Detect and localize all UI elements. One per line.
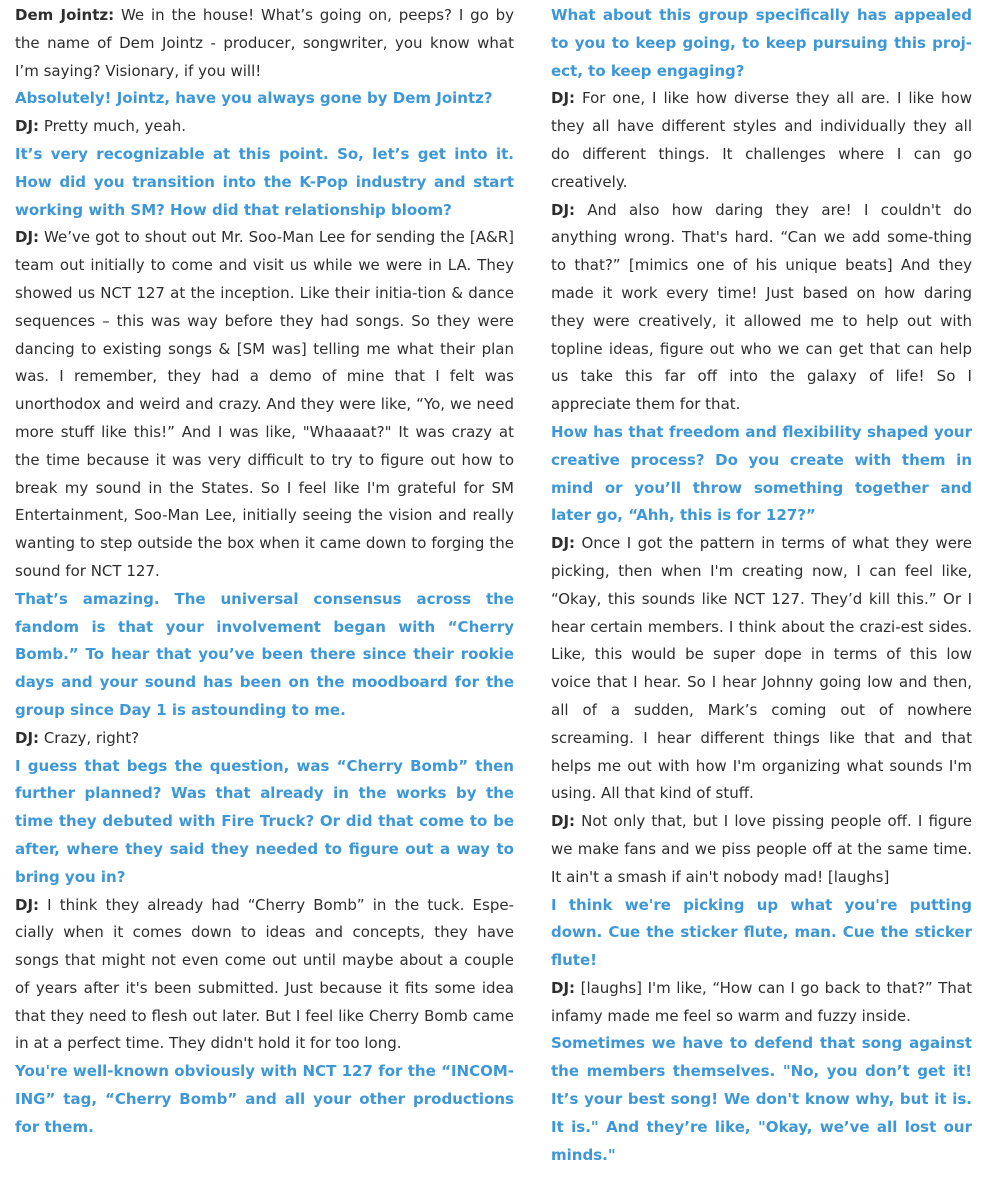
speaker-label: DJ:	[551, 200, 576, 219]
answer-text: Not only that, but I love pissing people off. I figure we make fans and we piss people off at the same time. It ain't a smash if ain't nobody mad! [laughs]	[551, 812, 972, 886]
question-paragraph: Absolutely! Jointz, have you always gone by Dem Jointz?	[15, 89, 493, 108]
speaker-label: DJ:	[551, 978, 576, 997]
question-paragraph: I guess that begs the question, was “Cherry Bomb” then further planned? Was that already in the works by the time they debuted with Fire Truck? Or did that come to be after, where they said they needed to figure out a way to bring you in?	[15, 756, 514, 886]
answer-paragraph	[551, 530, 972, 808]
left-column	[15, 2, 514, 1142]
question-paragraph: How has that freedom and flexibility shaped your creative process? Do you create with them in mind or you’ll throw something together and later go, “Ahh, this is for 127?”	[551, 422, 972, 525]
question-paragraph: Sometimes we have to defend that song against the members themselves. "No, you don’t get it! It’s your best song! We don't know why, but it is. It is." And they’re like, "Okay, we’ve all lost our minds."	[551, 1034, 972, 1164]
answer-text: We’ve got to shout out Mr. Soo-Man Lee for sending the [A&R] team out initially to come and visit us while we were in LA. They showed us NCT 127 at the inception. Like their initia-tion & dance sequences – this was way before they had songs. So they were dancing to existing songs & [SM was] telling me what their plan was. I remember, they had a demo of mine that I felt was unorthodox and weird and crazy. And they were like, “Yo, we need more stuff like this!” And I was like, "Whaaaat?" It was crazy at the time because it was very difficult to try to figure out how to break my sound in the States. So I feel like I'm grateful for SM Entertainment, Soo-Man Lee, initially seeing the vision and really wanting to step outside the box when it came down to forging the sound for NCT 127.	[15, 228, 514, 580]
answer-paragraph	[15, 725, 514, 753]
speaker-label: DJ:	[15, 728, 40, 747]
answer-text: And also how daring they are! I couldn't do anything wrong. That's hard. “Can we add some-thing to that?” [mimics one of his unique beats] And they made it work every time! Just based on how daring they were creatively, it allowed me to help out with topline ideas, figure out who we can get that can help us take this far off into the galaxy of life! So I appreciate them for that.	[551, 200, 972, 414]
question-paragraph: I think we're picking up what you're putting down. Cue the sticker flute, man. Cue the sticker flute!	[551, 895, 972, 970]
answer-text: For one, I like how diverse they all are. I like how they all have different styles and individually they all do different things. It challenges where I can go creatively.	[551, 89, 972, 191]
answer-text: We in the house! What’s going on, peeps? I go by the name of Dem Jointz - producer, songwriter, you know what I’m saying? Visionary, if you will!	[15, 6, 514, 80]
speaker-label: DJ:	[15, 228, 40, 247]
speaker-label: Dem Jointz:	[15, 6, 115, 24]
speaker-label: DJ:	[15, 895, 40, 914]
answer-paragraph	[15, 892, 514, 1059]
answer-text: Pretty much, yeah.	[43, 117, 187, 136]
answer-paragraph	[551, 808, 972, 891]
answer-paragraph	[551, 975, 972, 1031]
speaker-label: DJ:	[551, 812, 576, 831]
right-column	[551, 2, 972, 1169]
answer-paragraph	[15, 2, 514, 85]
answer-paragraph	[15, 113, 514, 141]
speaker-label: DJ:	[551, 89, 576, 108]
speaker-label: DJ:	[15, 117, 40, 136]
question-paragraph: You're well-known obviously with NCT 127 for the “INCOM-ING” tag, “Cherry Bomb” and all your other productions for them.	[15, 1062, 514, 1136]
question-paragraph: That’s amazing. The universal consensus across the fandom is that your involvement began with “Cherry Bomb.” To hear that you’ve been there since their rookie days and your sound has been on the moodboard for the group since Day 1 is astounding to me.	[15, 589, 514, 719]
question-paragraph: It’s very recognizable at this point. So, let’s get into it. How did you transition into the K-Pop industry and start working with SM? How did that relationship bloom?	[15, 144, 514, 219]
answer-text: [laughs] I'm like, “How can I go back to that?” That infamy made me feel so warm and fuzzy inside.	[551, 978, 972, 1025]
answer-paragraph	[15, 224, 514, 585]
speaker-label: DJ:	[551, 534, 576, 553]
answer-text: Crazy, right?	[43, 728, 140, 747]
question-paragraph: What about this group specifically has appealed to you to keep going, to keep pursuing this proj-ect, to keep engaging?	[551, 6, 972, 80]
answer-text: I think they already had “Cherry Bomb” in the tuck. Espe-cially when it comes down to ideas and concepts, they have songs that might not even come out until maybe about a couple of years after it's been submitted. Just because it fits some idea that they need to flesh out later. But I feel like Cherry Bomb came in at a perfect time. They didn't hold it for too long.	[15, 895, 514, 1053]
answer-paragraph	[551, 85, 972, 196]
answer-paragraph	[551, 197, 972, 419]
answer-text: Once I got the pattern in terms of what they were picking, then when I'm creating now, I can feel like, “Okay, this sounds like NCT 127. They’d kill this.” Or I hear certain members. I think about the crazi-est sides. Like, this would be super dope in terms of this low voice that I hear. So I hear Johnny going low and then, all of a sudden, Mark’s coming out of nowhere screaming. I hear different things like that and that helps me out with how I'm organizing what sounds I'm using. All that kind of stuff.	[551, 534, 972, 803]
